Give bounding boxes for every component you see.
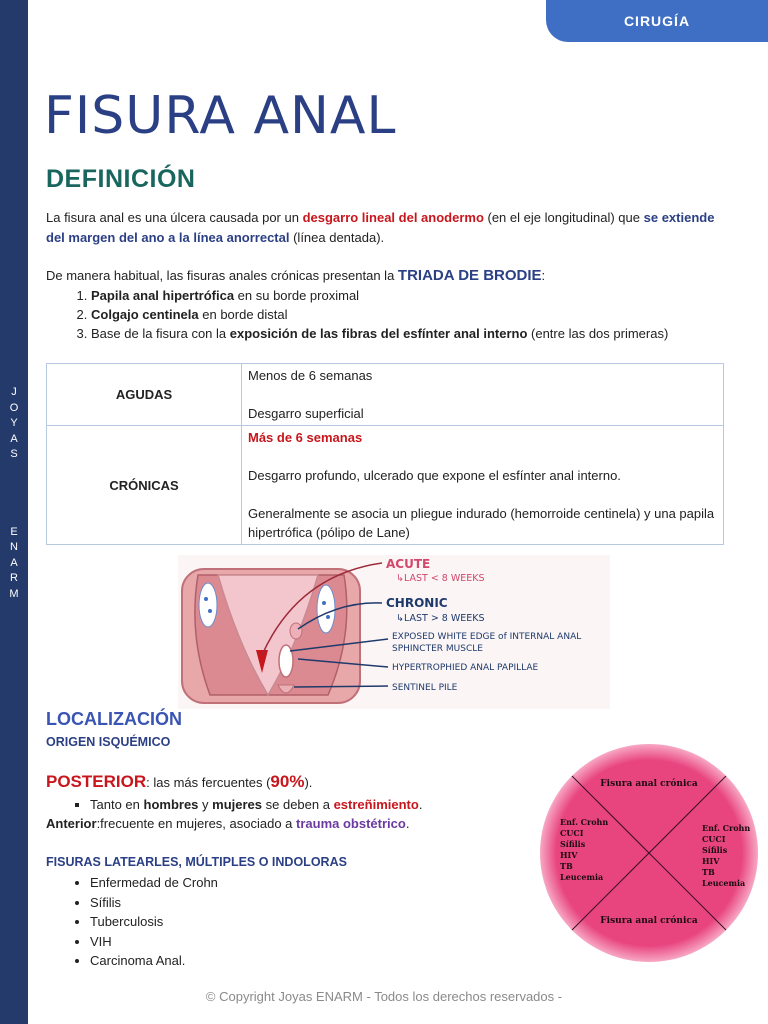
sidebar-letter: S — [10, 448, 18, 460]
list-item — [91, 286, 726, 305]
anal-fissure-illustration — [178, 555, 610, 709]
bold-text: hombres — [143, 797, 199, 812]
circle-left-item: Enf. Crohn — [560, 817, 609, 827]
text-span: : las más fercuentes ( — [146, 775, 271, 790]
text-span: y — [198, 797, 213, 812]
text-span: (línea dentada). — [289, 230, 385, 245]
sidebar-vertical-text — [4, 385, 24, 602]
list-item-bold: Papila anal hipertrófica — [91, 288, 235, 303]
acute-label: ACUTE — [386, 557, 431, 571]
cell-line: Desgarro superficial — [248, 406, 364, 421]
anterior-line — [46, 816, 409, 831]
circle-right-item: TB — [702, 867, 715, 877]
table-cell-label: AGUDAS — [47, 364, 242, 426]
list-item-text: en su borde proximal — [234, 288, 360, 303]
list-item — [90, 795, 422, 814]
posterior-percent: 90% — [270, 772, 305, 791]
circle-top-label: Fisura anal crónica — [600, 779, 698, 789]
text-span: . — [405, 816, 410, 831]
circle-right-item: Leucemia — [702, 878, 746, 888]
chronic-label: CHRONIC — [386, 596, 448, 610]
list-item-text: (entre las dos primeras) — [527, 326, 669, 341]
posterior-bullet-list — [46, 795, 422, 814]
exposed-edge-label: EXPOSED WHITE EDGE of INTERNAL ANAL — [392, 632, 582, 642]
sidebar-spacer — [4, 478, 24, 494]
definition-paragraph — [46, 208, 726, 248]
localization-heading: LOCALIZACIÓN — [46, 709, 182, 729]
highlight-text: se extiende del margen del ano a la línea anorrectal — [46, 210, 715, 245]
circle-bottom-label: Fisura anal crónica — [600, 916, 698, 926]
sidebar-letter: J — [11, 386, 17, 398]
fissure-drawing — [178, 555, 610, 709]
text-span: (en el eje longitudinal) que — [483, 210, 644, 225]
table-row — [47, 426, 724, 545]
list-item — [91, 324, 726, 343]
text-span: La fisura anal es una úlcera causada por un — [46, 210, 303, 225]
circle-left-item: Leucemia — [560, 872, 604, 882]
circle-right-item: Sífilis — [702, 845, 728, 855]
sidebar-spacer — [4, 463, 24, 479]
text-span: Tanto en — [90, 797, 144, 812]
sidebar-letter: M — [9, 587, 19, 600]
text-span: ). — [304, 775, 313, 790]
table-cell-label: CRÓNICAS — [47, 426, 242, 545]
highlight-text: TRIADA DE BRODIE — [397, 267, 542, 284]
section-tab — [546, 0, 768, 42]
circle-right-item: HIV — [702, 856, 720, 866]
posterior-label: POSTERIOR — [46, 772, 147, 791]
location-circle-diagram — [538, 742, 760, 964]
list-item: • Carcinoma Anal. — [90, 951, 218, 971]
circle-left-item: TB — [560, 861, 573, 871]
text-span: se deben a — [262, 797, 334, 812]
location-circle-svg — [538, 742, 760, 964]
cell-line: Generalmente se asocia un pliegue indurado (hemorroide centinela) y una papila hipertrófica (pólipo de Lane) — [248, 506, 715, 540]
sidebar-letter: O — [9, 401, 19, 414]
cell-line — [248, 385, 717, 404]
cell-line — [248, 485, 717, 504]
highlight-text: desgarro lineal del anodermo — [302, 210, 484, 225]
list-item: • Tuberculosis — [90, 912, 218, 932]
posterior-line — [46, 772, 312, 792]
table-row — [47, 364, 724, 426]
section-tab-label: CIRUGÍA — [623, 13, 691, 29]
chronic-duration: ↳LAST > 8 WEEKS — [396, 613, 485, 624]
highlight-text: trauma obstétrico — [296, 816, 406, 831]
sidebar-letter: E — [10, 525, 18, 538]
text-span: De manera habitual, las fisuras anales crónicas presentan la — [46, 268, 398, 283]
list-item — [91, 305, 726, 324]
sentinel-pile-label: SENTINEL PILE — [392, 683, 458, 693]
highlight-text: estreñimiento — [333, 797, 419, 812]
list-item-bold: exposición de las fibras del esfínter anal interno — [229, 326, 528, 341]
cell-line: Desgarro profundo, ulcerado que expone el esfínter anal interno. — [248, 468, 621, 483]
sidebar-letter: N — [10, 541, 18, 553]
sidebar-spacer — [4, 509, 24, 525]
text-span: :frecuente en mujeres, asociado a — [96, 816, 297, 831]
cell-line — [248, 447, 717, 466]
classification-table — [46, 363, 724, 545]
list-item: • Sífilis — [90, 893, 218, 913]
list-item-text: en borde distal — [198, 307, 288, 322]
page-title: FISURA ANAL — [44, 86, 397, 146]
definition-heading: DEFINICIÓN — [46, 165, 196, 193]
cell-highlight: Más de 6 semanas — [248, 430, 363, 445]
list-item: • VIH — [90, 932, 218, 952]
ischemic-origin-label: ORIGEN ISQUÉMICO — [46, 735, 171, 749]
list-item: • Enfermedad de Crohn — [90, 873, 218, 893]
acute-duration: ↳LAST < 8 WEEKS — [396, 573, 485, 584]
sidebar-letter: Y — [10, 417, 18, 429]
papillae-label: HYPERTROPHIED ANAL PAPILLAE — [392, 663, 539, 673]
table-cell — [242, 426, 724, 545]
circle-left-item: Sífilis — [560, 839, 586, 849]
sidebar-spacer — [4, 494, 24, 510]
circle-left-item: HIV — [560, 850, 578, 860]
brodie-paragraph — [46, 266, 726, 343]
list-item-text: Base de la fisura con la — [91, 326, 230, 341]
table-cell — [242, 364, 724, 426]
circle-left-item: CUCI — [560, 828, 584, 838]
sidebar-letter: A — [10, 556, 18, 569]
sidebar-letter: R — [10, 572, 18, 584]
lateral-causes-list — [46, 873, 218, 971]
text-span: . — [418, 797, 423, 812]
cell-line: Menos de 6 semanas — [248, 368, 373, 383]
list-item-bold: Colgajo centinela — [91, 307, 199, 322]
sidebar-letter: A — [10, 432, 18, 445]
bold-text: mujeres — [212, 797, 263, 812]
circle-right-item: CUCI — [702, 834, 726, 844]
circle-right-item: Enf. Crohn — [702, 823, 751, 833]
text-span: : — [541, 268, 546, 283]
anterior-label: Anterior — [46, 816, 97, 831]
exposed-edge-label-line2: SPHINCTER MUSCLE — [392, 644, 483, 654]
lateral-fissures-heading: FISURAS LATEARLES, MÚLTIPLES O INDOLORAS — [46, 855, 347, 869]
brodie-list — [46, 286, 726, 343]
copyright-footer: © Copyright Joyas ENARM - Todos los derechos reservados - — [205, 989, 563, 1004]
